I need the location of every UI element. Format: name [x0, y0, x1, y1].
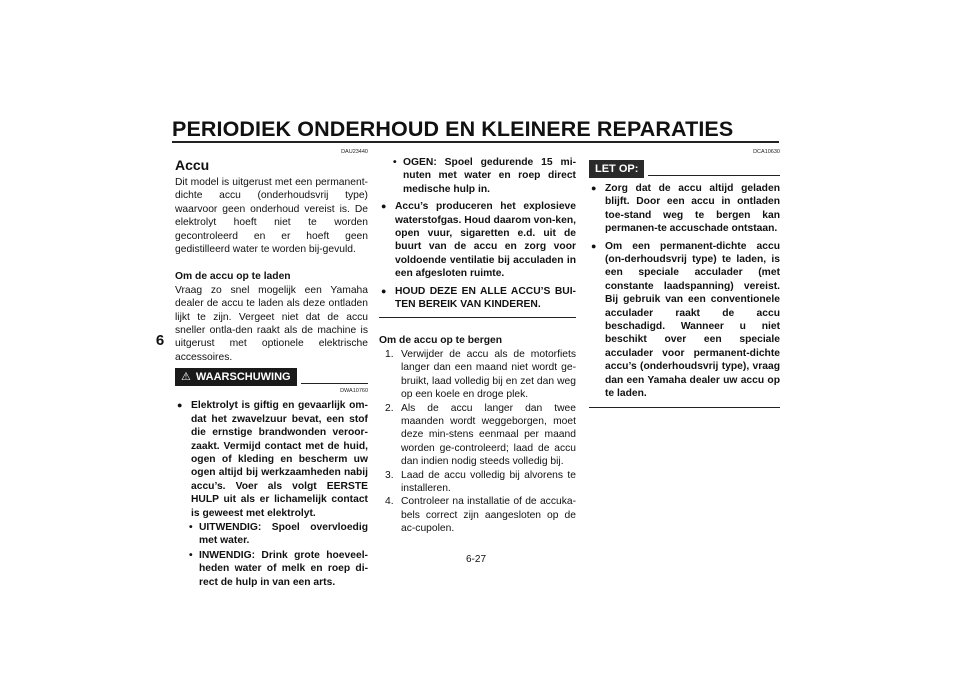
step-text: Laad de accu volledig bij alvorens te installeren. — [401, 469, 576, 494]
charging-paragraph: Vraag zo snel mogelijk een Yamaha dealer de accu te laden als deze ontladen lijkt te zijn. Vergeet niet dat de accu sneller ontla-den raakt als de machine is uitgerust met optionele elektrische accessoires. — [175, 284, 368, 363]
warning-bullet — [379, 200, 576, 280]
warning-bullet-text: Accu’s produceren het explosieve waterstofgas. Houd daarom von-ken, open vuur, sigaretten e.d. uit de buurt van de accu en zorg voor voldoende ventilatie bij acculaden in een afgesloten ruimte. — [395, 201, 576, 280]
caution-bullet-text: Zorg dat de accu altijd geladen blijft. Door een accu in ontladen toe-stand weg te bergen kan permanen-te accuschade ontstaan. — [605, 183, 780, 235]
storage-step — [379, 495, 576, 535]
step-text: Als de accu langer dan twee maanden wordt weggeborgen, moet deze min-stens eenmaal per maand worden ge-controleerd; laad de accu dan indien nodig steeds volledig bij. — [401, 402, 576, 468]
warning-bullet-text: Elektrolyt is giftig en gevaarlijk om-dat het zwavelzuur bevat, een stof die ernstige brandwonden veroor-zaakt. Vermijd contact met de huid, ogen of kleding en bescherm uw ogen altijd bij werkzaamheden nabij accu’s. Voer als volgt EERSTE HULP uit als er lichamelijk contact is geweest met elektrolyt. — [191, 400, 368, 519]
warning-bullet-text: HOUD DEZE EN ALLE ACCU’S BUI-TEN BEREIK VAN KINDEREN. — [395, 285, 576, 311]
warning-badge — [175, 368, 297, 386]
caution-bullet — [589, 182, 780, 236]
warning-sub-bullet — [393, 156, 576, 196]
sub-bullet-text: OGEN: Spoel gedurende 15 mi-nuten met water en roep direct medische hulp in. — [403, 157, 576, 195]
warning-header — [175, 368, 368, 386]
storage-step — [379, 348, 576, 402]
caution-bullet — [589, 240, 780, 401]
caution-header — [589, 160, 780, 178]
warning-end-rule — [379, 317, 576, 318]
bullet-dot-icon: ● — [591, 240, 597, 251]
step-number: 4. — [385, 496, 394, 508]
intro-paragraph: Dit model is uitgerust met een permanent-dichte accu (onderhoudsvrij type) waarvoor geen onderhoud vereist is. De elektrolyt hoeft niet te worden gecontroleerd en er hoeft geen gedistilleerd water te worden bij-gevuld. — [175, 177, 368, 256]
column-1 — [175, 148, 368, 589]
storage-step — [379, 402, 576, 469]
step-text: Verwijder de accu als de motorfiets langer dan een maand niet wordt ge-bruikt, laad volledig bij en zet dan weg op een koele en droge plek. — [401, 348, 576, 401]
bullet-dot-icon: ● — [177, 400, 183, 411]
sub-bullet-text: INWENDIG: Drink grote hoeveel-heden water of melk en roep di-rect de hulp in van een arts. — [199, 549, 368, 588]
warning-rule — [301, 383, 368, 384]
title-rule — [172, 141, 779, 143]
sub-bullet-dot-icon: • — [393, 157, 397, 168]
step-text: Controleer na installatie of de accuka-bels correct zijn aangesloten op de ac-cupolen. — [401, 496, 576, 535]
page-title: PERIODIEK ONDERHOUD EN KLEINERE REPARATIES — [172, 117, 734, 141]
warning-code: DWA10760 — [340, 388, 368, 395]
chapter-number: 6 — [155, 332, 165, 349]
charging-heading: Om de accu op te laden — [175, 271, 291, 283]
caution-rule — [648, 175, 780, 176]
warning-triangle-icon: ⚠ — [181, 371, 191, 384]
warning-bullet — [175, 399, 368, 520]
caution-end-rule — [589, 407, 780, 408]
section-heading: Accu — [175, 157, 210, 173]
caution-bullet-text: Om een permanent-dichte accu (on-derhoudsvrij type) te laden, is een speciale acculader (met constante laadspanning) vereist. Bij gebruik van een conventionele acculader raakt de accu beschadigd. Wanneer u niet beschikt over een speciale acculader voor permanent-dichte accu’s (onderhoudsvrij type), vraag dan een Yamaha dealer uw accu op te laden. — [605, 240, 780, 400]
warning-label: WAARSCHUWING — [195, 371, 291, 384]
caution-badge: LET OP: — [589, 160, 644, 178]
bullet-dot-icon: ● — [591, 183, 597, 193]
section-code: DAU23440 — [341, 149, 368, 155]
warning-bullet — [379, 285, 576, 312]
step-number: 1. — [385, 348, 394, 360]
sub-bullet-dot-icon: • — [189, 521, 193, 533]
storage-step — [379, 469, 576, 496]
bullet-dot-icon: ● — [381, 201, 387, 212]
page-number: 6-27 — [466, 554, 487, 565]
step-number: 3. — [385, 469, 394, 481]
warning-sub-bullet — [189, 549, 368, 589]
warning-sub-bullet — [189, 521, 368, 548]
column-2 — [379, 148, 576, 536]
bullet-dot-icon: ● — [381, 285, 387, 296]
storage-heading: Om de accu op te bergen — [379, 335, 503, 347]
column-3 — [589, 148, 780, 408]
sub-bullet-dot-icon: • — [189, 549, 193, 561]
caution-code: DCA10630 — [753, 149, 780, 155]
step-number: 2. — [385, 402, 394, 414]
sub-bullet-text: UITWENDIG: Spoel overvloedig met water. — [199, 521, 368, 547]
